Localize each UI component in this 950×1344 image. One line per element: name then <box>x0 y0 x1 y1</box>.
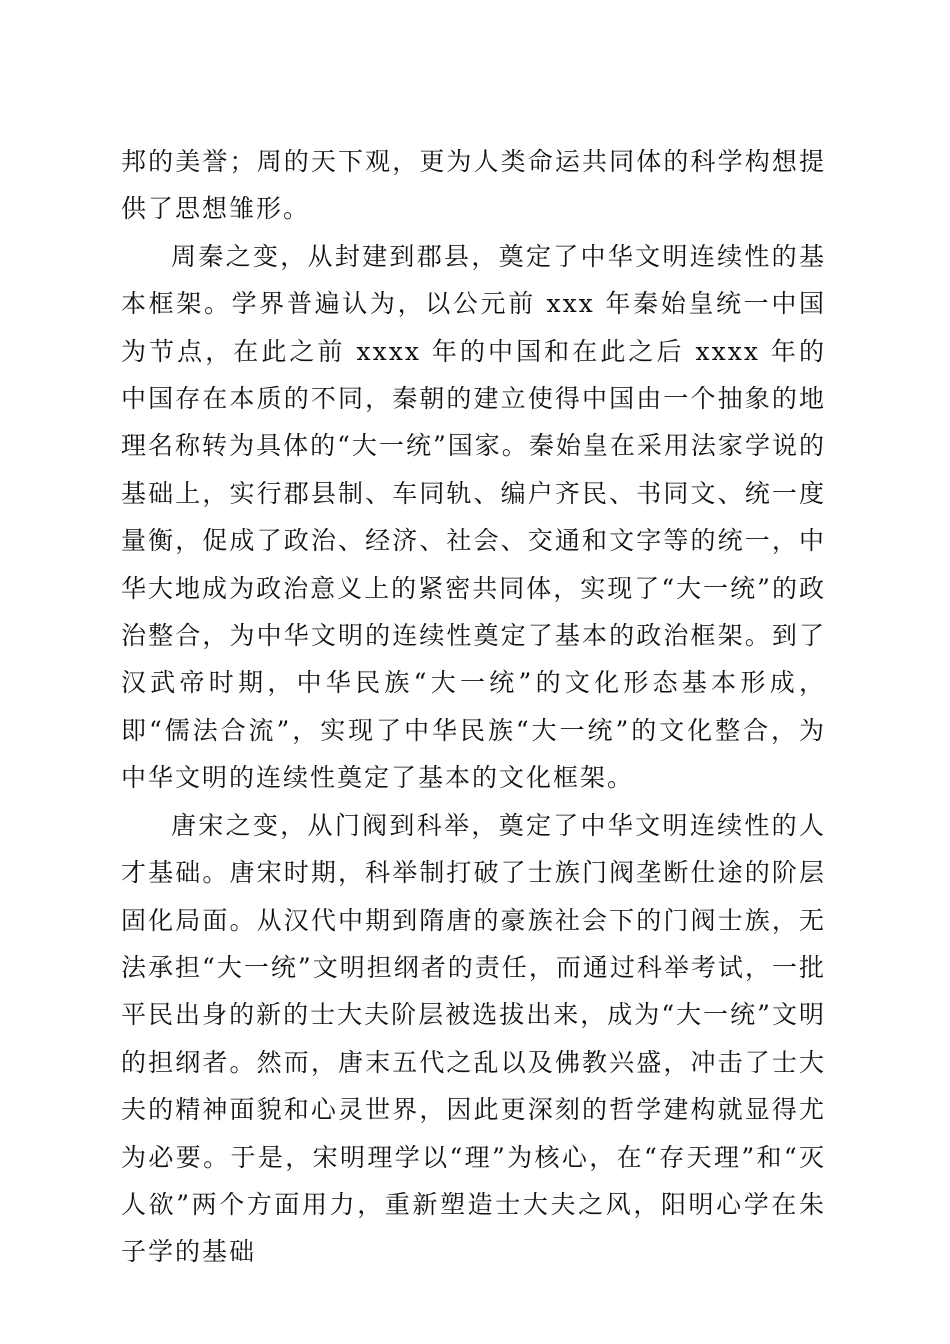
paragraph-tang-song: 唐宋之变，从门阀到科举，奠定了中华文明连续性的人才基础。唐宋时期，科举制打破了士族门阀垄断仕途的阶层固化局面。从汉代中期到隋唐的豪族社会下的门阀士族，无法承担“大一统”文明担纲者的责任，而通过科举考试，一批平民出身的新的士大夫阶层被选拔出来，成为“大一统”文明的担纲者。然而，唐末五代之乱以及佛教兴盛，冲击了士大夫的精神面貌和心灵世界，因此更深刻的哲学建构就显得尤为必要。于是，宋明理学以“理”为核心，在“存天理”和“灭人欲”两个方面用力，重新塑造士大夫之风，阳明心学在朱子学的基础 <box>121 810 826 1267</box>
paragraph-zhou-qin: 周秦之变，从封建到郡县，奠定了中华文明连续性的基本框架。学界普遍认为，以公元前 xxx 年秦始皇统一中国为节点，在此之前 xxxx 年的中国和在此之后 xxxx 年的中国存在本质的不同，秦朝的建立使得中国由一个抽象的地理名称转为具体的“大一统”国家。秦始皇在采用法家学说的基础上，实行郡县制、车同轨、编户齐民、书同文、统一度量衡，促成了政治、经济、社会、交通和文字等的统一，中华大地成为政治意义上的紧密共同体，实现了“大一统”的政治整合，为中华文明的连续性奠定了基本的政治框架。到了汉武帝时期，中华民族“大一统”的文化形态基本形成，即“儒法合流”，实现了中华民族“大一统”的文化整合，为中华文明的连续性奠定了基本的文化框架。 <box>121 241 826 793</box>
paragraph-continuation: 邦的美誉；周的天下观，更为人类命运共同体的科学构想提供了思想雏形。 <box>121 147 826 224</box>
document-body <box>121 138 826 1276</box>
